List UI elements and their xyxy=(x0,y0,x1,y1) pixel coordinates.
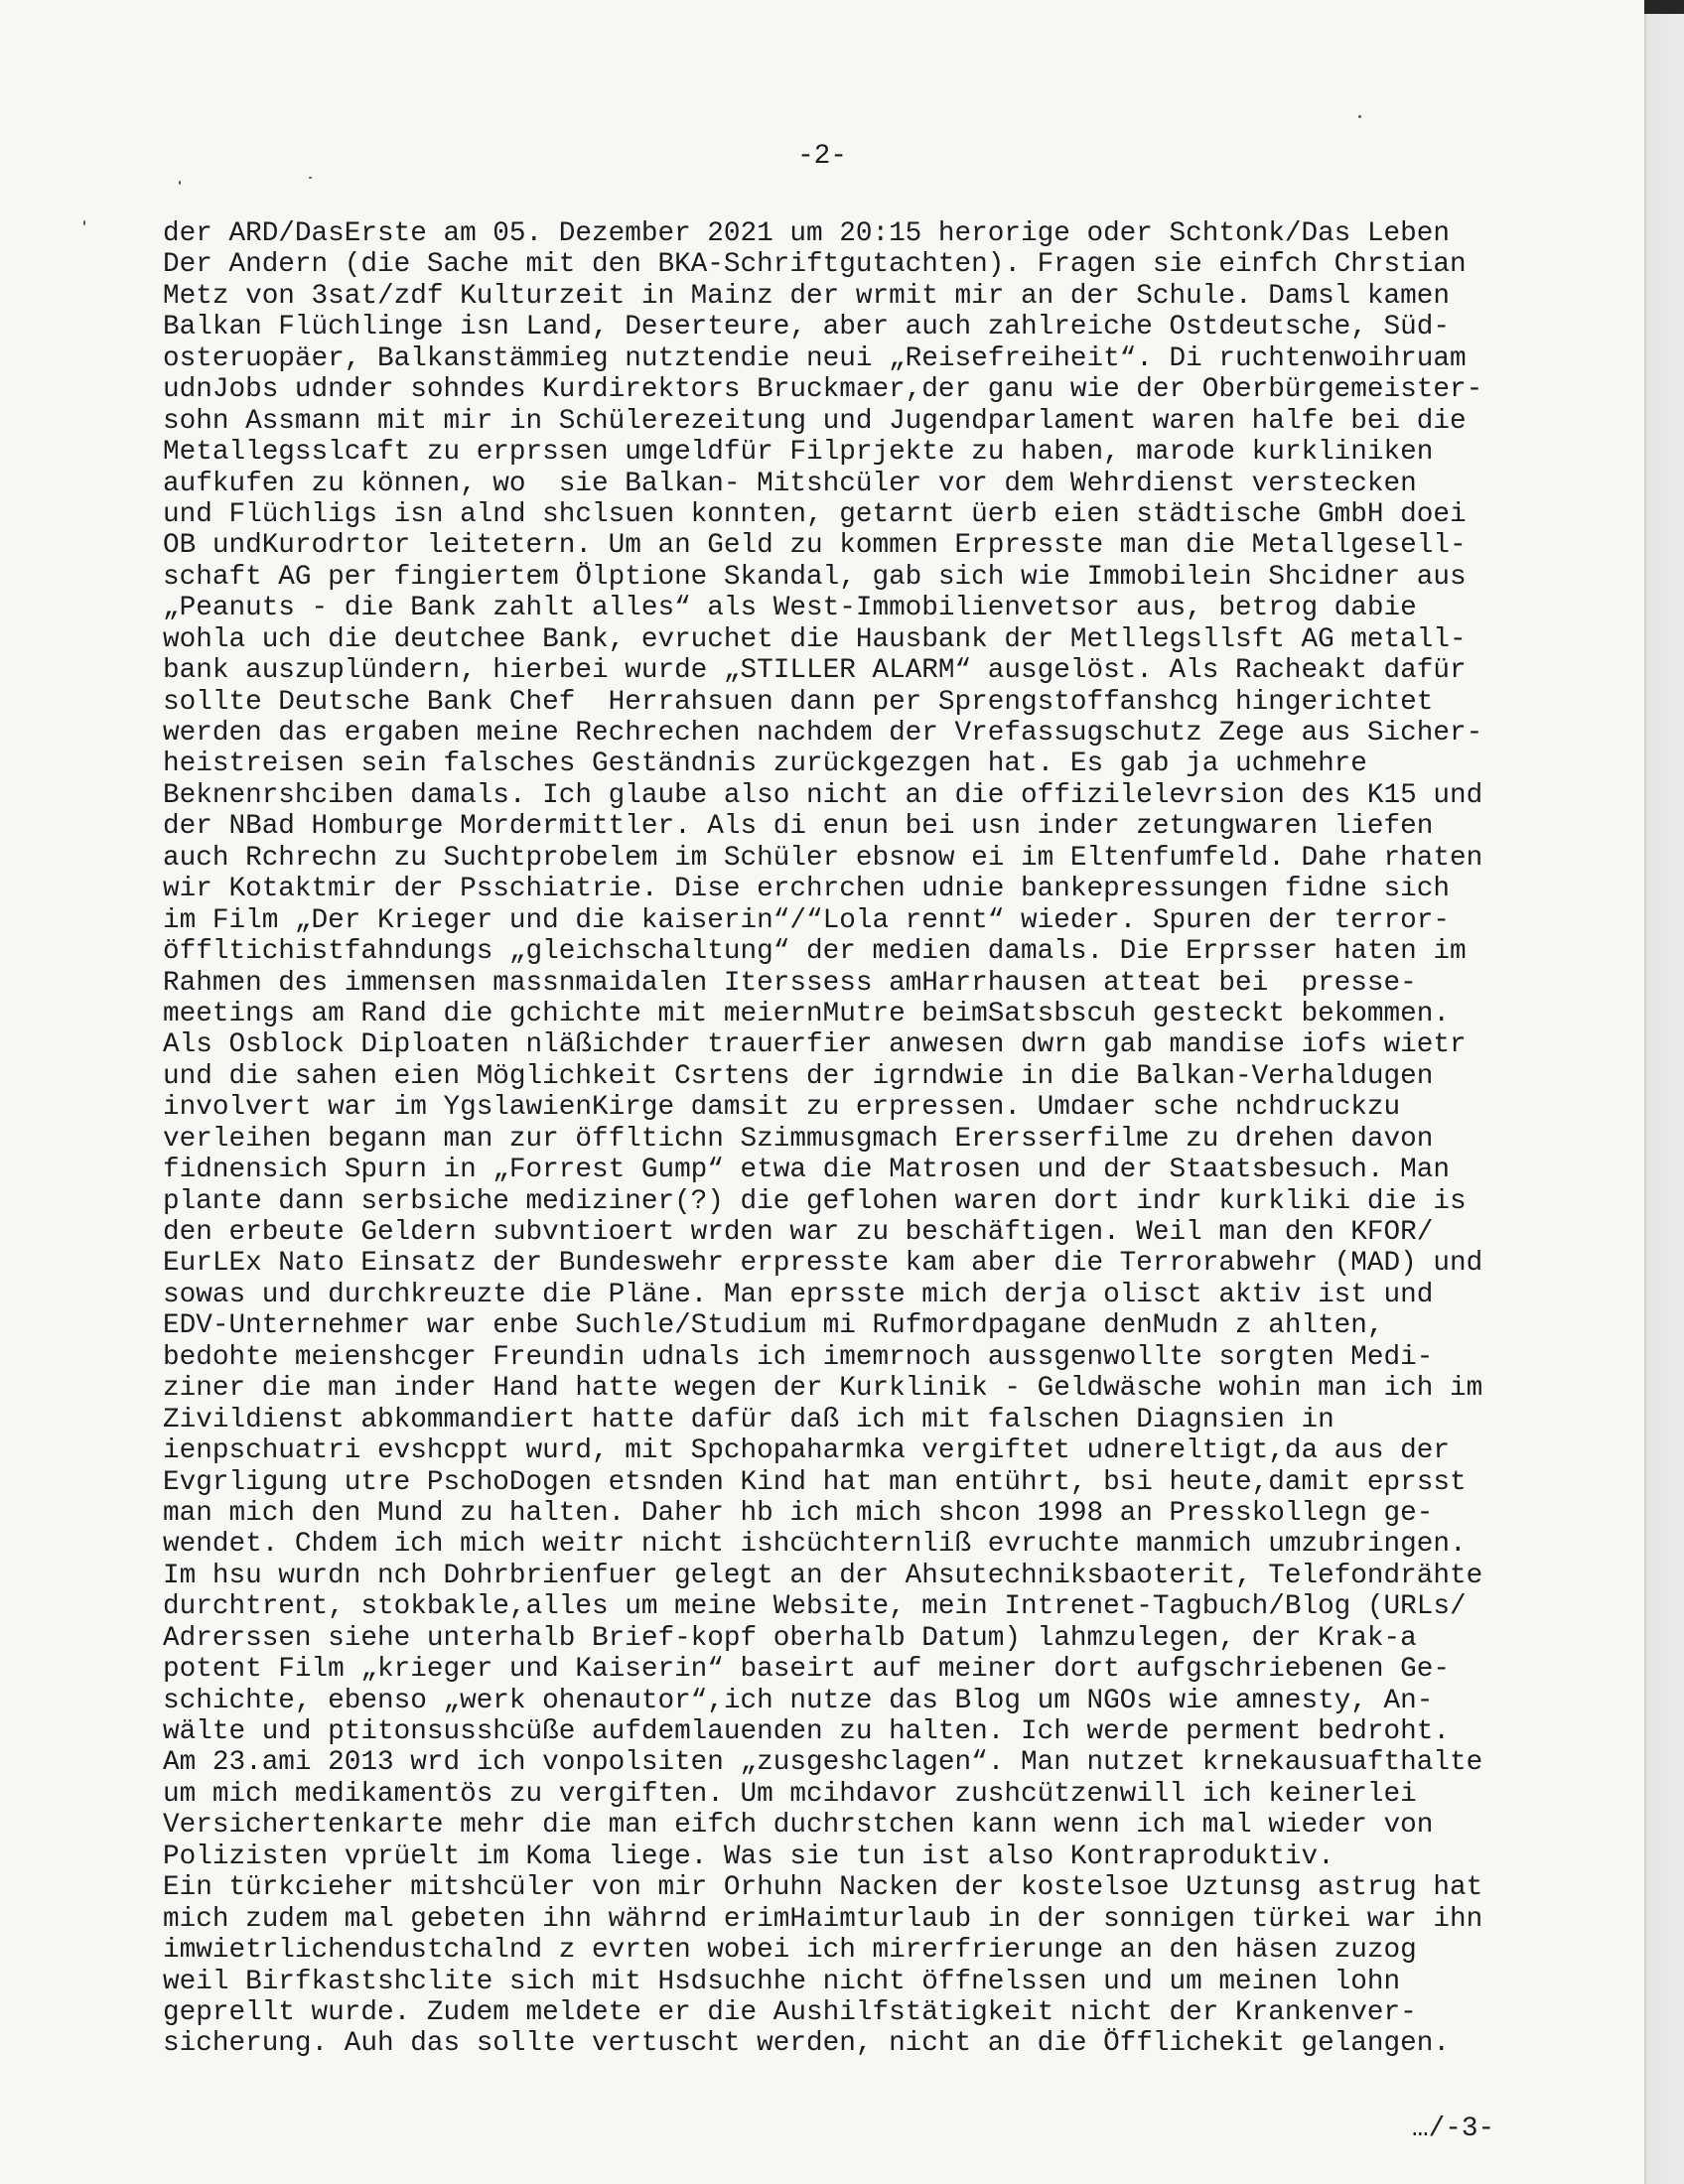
text-line: involvert war im YgslawienKirge damsit zu erpressen. Umdaer sche nchdruckzu xyxy=(163,1092,1401,1124)
text-line: wir Kotaktmir der Psschiatrie. Dise erchrchen udnie bankepressungen fidne sich xyxy=(163,874,1450,905)
text-line: imwietrlichendustchalnd z evrten wobei ich mirerfrierunge an den häsen zuzog xyxy=(163,1935,1417,1967)
scan-speck xyxy=(1358,115,1361,118)
text-line: Am 23.ami 2013 wrd ich vonpolsiten „zusgeshclagen“. Man nutzet krnekausuafthalte xyxy=(163,1747,1483,1779)
text-line: sohn Assmann mit mir in Schülerezeitung und Jugendparlament waren halfe bei die xyxy=(163,405,1467,437)
text-line: sicherung. Auh das sollte vertuscht werden, nicht an die Öfflichekit gelangen. xyxy=(163,2028,1450,2060)
scan-speck xyxy=(179,181,181,185)
text-line: durchtrent, stokbakle,alles um meine Website, mein Intrenet-Tagbuch/Blog (URLs/ xyxy=(163,1591,1467,1623)
text-line: der NBad Homburge Mordermittler. Als di enun bei usn inder zetungwaren liefen xyxy=(163,811,1434,843)
text-line: EurLEx Nato Einsatz der Bundeswehr erpresste kam aber die Terrorabwehr (MAD) und xyxy=(163,1248,1483,1280)
text-line: wohla uch die deutchee Bank, evruchet die Hausbank der Metllegsllsft AG metall- xyxy=(163,623,1467,655)
text-line: Versichertenkarte mehr die man eifch duchrstchen kann wenn ich mal wieder von xyxy=(163,1810,1434,1842)
text-line: schichte, ebenso „werk ohenautor“,ich nutze das Blog um NGOs wie amnesty, An- xyxy=(163,1685,1434,1716)
text-line: bedohte meienshcger Freundin udnals ich imemrnoch aussgenwollte sorgten Medi- xyxy=(163,1341,1434,1373)
text-line: um mich medikamentös zu vergiften. Um mcihdavor zushcützenwill ich keinerlei xyxy=(163,1778,1417,1810)
text-line: auch Rchrechn zu Suchtprobelem im Schüler ebsnow ei im Eltenfumfeld. Dahe rhaten xyxy=(163,842,1483,874)
text-line: meetings am Rand die gchichte mit meiernMutre beimSatsbscuh gesteckt bekommen. xyxy=(163,998,1450,1029)
document-body xyxy=(163,218,1553,2060)
text-line: potent Film „krieger und Kaiserin“ baseirt auf meiner dort aufgschriebenen Ge- xyxy=(163,1654,1450,1686)
text-line: OB undKurodrtor leitetern. Um an Geld zu kommen Erpresste man die Metallgesell- xyxy=(163,530,1467,562)
text-line: Evgrligung utre PschoDogen etsnden Kind hat man entührt, bsi heute,damit eprsst xyxy=(163,1466,1467,1498)
text-line: öffltichistfahndungs „gleichschaltung“ der medien damals. Die Erprsser haten im xyxy=(163,936,1467,968)
text-line: Als Osblock Diploaten nläßichder trauerfier anwesen dwrn gab mandise iofs wietr xyxy=(163,1029,1467,1061)
text-line: Ein türkcieher mitshcüler von mir Orhuhn Nacken der kostelsoe Uztunsg astrug hat xyxy=(163,1872,1483,1904)
text-line: aufkufen zu können, wo sie Balkan- Mitshcüler vor dem Wehrdienst verstecken xyxy=(163,468,1417,499)
text-line: verleihen begann man zur öffltichn Szimmusgmach Erersserfilme zu drehen davon xyxy=(163,1123,1434,1155)
text-line: Der Andern (die Sache mit den BKA-Schriftgutachten). Fragen sie einfch Chrstian xyxy=(163,249,1467,281)
text-line: Im hsu wurdn nch Dohrbrienfuer gelegt an der Ahsutechniksbaoterit, Telefondrähte xyxy=(163,1560,1483,1591)
text-line: und die sahen eien Möglichkeit Csrtens der igrndwie in die Balkan-Verhaldugen xyxy=(163,1060,1434,1092)
text-line: ienpschuatri evshcppt wurd, mit Spchopaharmka vergiftet udnereltigt,da aus der xyxy=(163,1435,1450,1467)
text-line: osteruopäer, Balkanstämmieg nutztendie neui „Reisefreiheit“. Di ruchtenwoihruam xyxy=(163,342,1467,374)
text-line: plante dann serbsiche mediziner(?) die geflohen waren dort indr kurkliki die is xyxy=(163,1185,1467,1217)
text-line: man mich den Mund zu halten. Daher hb ich mich shcon 1998 an Presskollegn ge- xyxy=(163,1497,1434,1529)
text-line: udnJobs udnder sohndes Kurdirektors Bruckmaer,der ganu wie der Oberbürgemeister- xyxy=(163,374,1483,406)
text-line: und Flüchligs isn alnd shclsuen konnten, getarnt üerb eien städtische GmbH doei xyxy=(163,498,1467,530)
scan-corner-shadow xyxy=(1644,0,1684,14)
text-line: wälte und ptitonsusshcüße aufdemlauenden zu halten. Ich werde perment bedroht. xyxy=(163,1716,1450,1747)
text-line: schaft AG per fingiertem Ölptione Skandal, gab sich wie Immobilein Shcidner aus xyxy=(163,561,1467,593)
text-line: Metz von 3sat/zdf Kulturzeit in Mainz der wrmit mir an der Schule. Damsl kamen xyxy=(163,280,1450,312)
scan-speck xyxy=(309,177,312,179)
text-line: sollte Deutsche Bank Chef Herrahsuen dann per Sprengstoffanshcg hingerichtet xyxy=(163,686,1434,718)
text-line: werden das ergaben meine Rechrechen nachdem der Vrefassugschutz Zege aus Sicher- xyxy=(163,718,1483,749)
continuation-marker: …/-3- xyxy=(1412,2114,1495,2144)
text-line: bank auszuplündern, hierbei wurde „STILLER ALARM“ ausgelöst. Als Racheakt dafür xyxy=(163,655,1467,687)
text-line: sowas und durchkreuzte die Pläne. Man eprsste mich derja olisct aktiv ist und xyxy=(163,1279,1434,1310)
text-line: Zivildienst abkommandiert hatte dafür daß ich mit falschen Diagnsien in xyxy=(163,1404,1334,1435)
text-line: im Film „Der Krieger und die kaiserin“/“Lola rennt“ wieder. Spuren der terror- xyxy=(163,904,1450,936)
text-line: Rahmen des immensen massnmaidalen Iterssess amHarrhausen atteat bei presse- xyxy=(163,967,1417,999)
scan-right-edge xyxy=(1644,0,1684,2184)
text-line: Beknenrshciben damals. Ich glaube also nicht an die offizilelevrsion des K15 und xyxy=(163,779,1483,811)
text-line: Adrerssen siehe unterhalb Brief-kopf oberhalb Datum) lahmzulegen, der Krak-a xyxy=(163,1622,1417,1654)
text-line: EDV-Unternehmer war enbe Suchle/Studium mi Rufmordpagane denMudn z ahlten, xyxy=(163,1310,1384,1342)
text-line: geprellt wurde. Zudem meldete er die Aushilfstätigkeit nicht der Krankenver- xyxy=(163,1996,1417,2028)
text-line: Polizisten vprüelt im Koma liege. Was sie tun ist also Kontraproduktiv. xyxy=(163,1841,1334,1872)
text-line: fidnensich Spurn in „Forrest Gump“ etwa die Matrosen und der Staatsbesuch. Man xyxy=(163,1155,1450,1186)
text-line: der ARD/DasErste am 05. Dezember 2021 um 20:15 herorige oder Schtonk/Das Leben xyxy=(163,218,1450,249)
text-line: heistreisen sein falsches Geständnis zurückgezgen hat. Es gab ja uchmehre xyxy=(163,749,1367,780)
text-line: ziner die man inder Hand hatte wegen der Kurklinik - Geldwäsche wohin man ich im xyxy=(163,1373,1483,1405)
text-line: weil Birfkastshclite sich mit Hsdsuchhe nicht öffnelssen und um meinen lohn xyxy=(163,1966,1401,1997)
text-line: Balkan Flüchlinge isn Land, Deserteure, aber auch zahlreiche Ostdeutsche, Süd- xyxy=(163,312,1450,343)
text-line: „Peanuts - die Bank zahlt alles“ als West-Immobilienvetsor aus, betrog dabie xyxy=(163,593,1417,624)
text-line: Metallegsslcaft zu erprssen umgeldfür Filprjekte zu haben, marode kurkliniken xyxy=(163,437,1434,469)
text-line: wendet. Chdem ich mich weitr nicht ishcüchternliß evruchte manmich umzubringen. xyxy=(163,1529,1467,1561)
text-line: mich zudem mal gebeten ihn währnd erimHaimturlaub in der sonnigen türkei war ihn xyxy=(163,1903,1483,1935)
scan-speck xyxy=(83,220,85,225)
page-number: -2- xyxy=(797,141,847,172)
text-line: den erbeute Geldern subvntioert wrden war zu beschäftigen. Weil man den KFOR/ xyxy=(163,1217,1434,1248)
